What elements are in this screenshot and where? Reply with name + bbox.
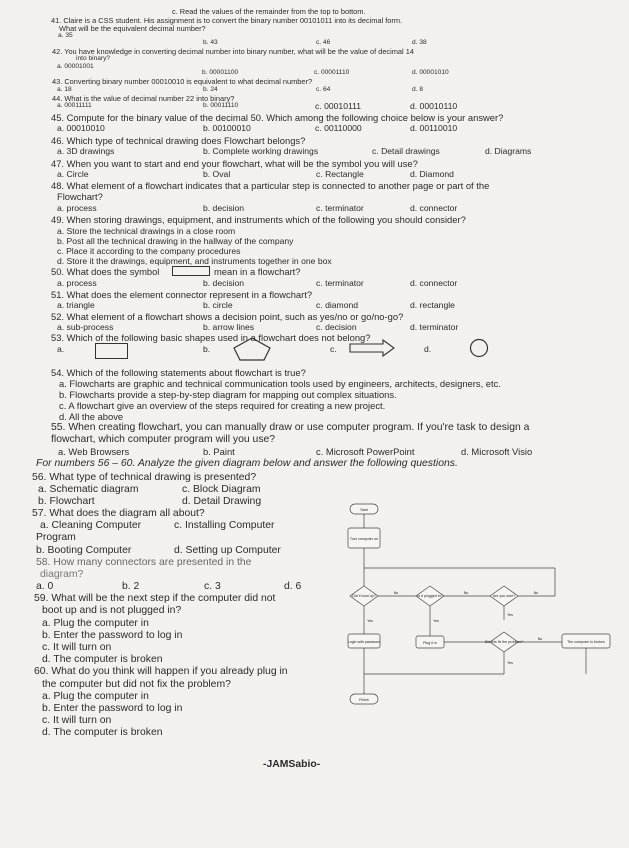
q44-option-d: d. 00010110 bbox=[410, 101, 458, 111]
q60-option-a: a. Plug the computer in bbox=[42, 691, 149, 702]
q54-option-d: d. All the above bbox=[59, 411, 124, 422]
q45-option-d: d. 00110010 bbox=[410, 123, 458, 133]
q58-option-c: c. 3 bbox=[204, 581, 221, 592]
flow-broken-label: The computer is broken bbox=[567, 640, 605, 644]
q42-question-cont: into binary? bbox=[76, 55, 111, 62]
q48-question-cont: Flowchart? bbox=[57, 191, 103, 202]
q51-question: 51. What does the element connector represent in a flowchart? bbox=[51, 289, 313, 300]
q59-option-b: b. Enter the password to log in bbox=[42, 630, 183, 641]
flow-yes-label-3: Yes bbox=[507, 613, 513, 617]
flow-login-label: Login with password bbox=[347, 640, 381, 644]
q57-question: 57. What does the diagram all about? bbox=[32, 508, 205, 519]
q44-question: 44. What is the value of decimal number 22 into binary? bbox=[52, 94, 235, 103]
q53-option-b: b. bbox=[203, 344, 211, 354]
q55-question-cont: flowchart, which computer program will you use? bbox=[51, 434, 276, 445]
q55-option-d: d. Microsoft Visio bbox=[461, 446, 533, 457]
q42-option-b: b. 00001100 bbox=[202, 69, 239, 76]
q44-option-a: a. 00011111 bbox=[57, 102, 92, 109]
circle-shape-icon bbox=[469, 338, 489, 358]
q52-option-c: c. decision bbox=[316, 322, 357, 332]
q49-option-c: c. Place it according to the company procedures bbox=[57, 246, 241, 256]
q49-option-b: b. Post all the technical drawing in the hallway of the company bbox=[57, 236, 294, 246]
flow-no-label-3: No bbox=[533, 591, 539, 595]
flow-plug-in-label: Plug it in bbox=[423, 641, 437, 645]
q46-option-b: b. Complete working drawings bbox=[203, 146, 319, 156]
q56-question: 56. What type of technical drawing is presented? bbox=[32, 472, 257, 483]
q46-question: 46. Which type of technical drawing does Flowchart belongs? bbox=[51, 135, 306, 146]
q50-option-c: c. terminator bbox=[316, 278, 364, 288]
q53-question: 53. Which of the following basic shapes used in a flowchart does not belong? bbox=[51, 332, 371, 343]
q57-option-a: a. Cleaning Computer bbox=[40, 520, 142, 531]
flow-no-label-1: No bbox=[393, 591, 399, 595]
q56-option-c: c. Block Diagram bbox=[182, 484, 261, 495]
q40-option-c: c. Read the values of the remainder from the top to bottom. bbox=[172, 7, 366, 16]
q48-option-a: a. process bbox=[57, 203, 97, 213]
author-footer: -JAMSabio- bbox=[263, 759, 321, 770]
q46-option-d: d. Diagrams bbox=[485, 146, 532, 156]
q45-option-b: b. 00100010 bbox=[203, 123, 251, 133]
q53-option-a: a. bbox=[57, 344, 65, 354]
q59-option-a: a. Plug the computer in bbox=[42, 618, 149, 629]
q46-option-a: a. 3D drawings bbox=[57, 146, 115, 156]
flow-start-label: Start bbox=[360, 508, 368, 512]
q51-option-a: a. triangle bbox=[57, 300, 95, 310]
q50-option-a: a. process bbox=[57, 278, 97, 288]
flow-yes-label-2: Yes bbox=[433, 619, 439, 623]
q54-option-a: a. Flowcharts are graphic and technical communication tools used by engineers, architects, designers, etc. bbox=[59, 378, 501, 389]
flow-no-label-2: No bbox=[463, 591, 469, 595]
q43-option-b: b. 24 bbox=[203, 86, 218, 93]
q41-question: 41. Claire is a CSS student. His assignment is to convert the binary number 00101011 into its decimal form. bbox=[51, 16, 403, 25]
q41-question-cont: What will be the equivalent decimal number? bbox=[59, 24, 206, 33]
q42-option-c: c. 00001110 bbox=[314, 69, 350, 76]
q51-option-c: c. diamond bbox=[316, 300, 359, 310]
q47-option-c: c. Rectangle bbox=[316, 169, 364, 179]
q54-question: 54. Which of the following statements about flowchart is true? bbox=[51, 367, 306, 378]
q48-option-d: d. connector bbox=[410, 203, 458, 213]
q49-option-d: d. Store it the drawings, equipment, and instruments together in one box bbox=[57, 256, 332, 266]
q57-option-b: b. Booting Computer bbox=[36, 545, 132, 556]
q50-question-part2: mean in a flowchart? bbox=[214, 266, 301, 277]
process-rectangle-symbol bbox=[172, 266, 210, 276]
q58-option-a: a. 0 bbox=[36, 581, 54, 592]
q60-question-cont: the computer but did not fix the problem? bbox=[42, 679, 231, 690]
q57-option-c: c. Installing Computer bbox=[174, 520, 275, 531]
q54-option-b: b. Flowcharts provide a step-by-step diagram for mapping out complex situations. bbox=[59, 389, 397, 400]
q48-option-b: b. decision bbox=[203, 203, 245, 213]
q60-option-c: c. It will turn on bbox=[42, 715, 112, 726]
rectangle-shape-icon bbox=[95, 343, 128, 359]
q55-option-c: c. Microsoft PowerPoint bbox=[316, 446, 415, 457]
q50-question-part1: 50. What does the symbol bbox=[51, 266, 160, 277]
q44-option-c: c. 00010111 bbox=[315, 101, 362, 111]
q45-question: 45. Compute for the binary value of the decimal 50. Which among the following choice below is your answer? bbox=[51, 112, 504, 123]
q52-question: 52. What element of a flowchart shows a decision point, such as yes/no or go/no-go? bbox=[51, 311, 404, 322]
q59-question: 59. What will be the next step if the computer did not bbox=[34, 593, 276, 604]
q55-option-b: b. Paint bbox=[203, 446, 235, 457]
arrow-shape-icon bbox=[349, 339, 395, 357]
q51-option-d: d. rectangle bbox=[410, 300, 455, 310]
flow-did-boot-label: Did it boot up? bbox=[352, 594, 376, 598]
q45-option-c: c. 00110000 bbox=[315, 123, 362, 133]
q53-option-c: c. bbox=[330, 344, 337, 354]
q52-option-a: a. sub-process bbox=[57, 322, 114, 332]
q47-question: 47. When you want to start and end your flowchart, what will be the symbol you will use? bbox=[51, 158, 418, 169]
q41-option-a: a. 35 bbox=[58, 32, 73, 39]
flow-finish-label: Finish bbox=[359, 698, 369, 702]
q44-option-b: b. 00011110 bbox=[203, 102, 239, 109]
q55-option-a: a. Web Browsers bbox=[58, 446, 130, 457]
flow-fixed-label: Did this fix the problem? bbox=[484, 640, 524, 644]
q42-option-d: d. 00001010 bbox=[412, 69, 449, 76]
q45-option-a: a. 00010010 bbox=[57, 123, 105, 133]
q41-option-b: b. 43 bbox=[203, 39, 218, 46]
instruction-56-60: For numbers 56 – 60. Analyze the given diagram below and answer the following questions. bbox=[36, 458, 458, 469]
q60-question: 60. What do you think will happen if you already plug in bbox=[34, 666, 288, 677]
q42-option-a: a. 00001001 bbox=[57, 63, 94, 70]
q47-option-b: b. Oval bbox=[203, 169, 231, 179]
q57-option-a-cont: Program bbox=[36, 532, 76, 543]
q57-option-d: d. Setting up Computer bbox=[174, 545, 281, 556]
q56-option-d: d. Detail Drawing bbox=[182, 496, 262, 507]
q59-question-cont: boot up and is not plugged in? bbox=[42, 605, 182, 616]
pentagon-shape-icon bbox=[233, 337, 271, 361]
flow-yes-label-4: Yes bbox=[507, 661, 513, 665]
q59-option-d: d. The computer is broken bbox=[42, 654, 163, 665]
q56-option-a: a. Schematic diagram bbox=[38, 484, 139, 495]
q58-option-b: b. 2 bbox=[122, 581, 140, 592]
q59-option-c: c. It will turn on bbox=[42, 642, 112, 653]
q42-question: 42. You have knowledge in converting decimal number into binary number, what will be the value of decimal 14 bbox=[52, 47, 414, 56]
q50-option-d: d. connector bbox=[410, 278, 458, 288]
q52-option-b: b. arrow lines bbox=[203, 322, 255, 332]
q43-option-a: a. 18 bbox=[57, 86, 72, 93]
q47-option-a: a. Circle bbox=[57, 169, 89, 179]
flow-sure-label: Are you sure? bbox=[492, 594, 516, 598]
q46-option-c: c. Detail drawings bbox=[372, 146, 440, 156]
q48-question: 48. What element of a flowchart indicates that a particular step is connected to another page or part of the bbox=[51, 180, 490, 191]
q58-question: 58. How many connectors are presented in the bbox=[36, 557, 252, 568]
q56-option-b: b. Flowchart bbox=[38, 496, 95, 507]
q49-question: 49. When storing drawings, equipment, and instruments which of the following you should consider? bbox=[51, 214, 466, 225]
flowchart-diagram bbox=[330, 498, 620, 738]
q60-option-b: b. Enter the password to log in bbox=[42, 703, 183, 714]
q48-option-c: c. terminator bbox=[316, 203, 364, 213]
q50-option-b: b. decision bbox=[203, 278, 245, 288]
q55-question: 55. When creating flowchart, you can manually draw or use computer program. If you're task to design a bbox=[51, 422, 530, 433]
q43-option-d: d. 8 bbox=[412, 86, 423, 93]
q47-option-d: d. Diamond bbox=[410, 169, 454, 179]
q41-option-d: d. 38 bbox=[412, 39, 427, 46]
q43-question: 43. Converting binary number 00010010 is equivalent to what decimal number? bbox=[52, 77, 313, 86]
q58-option-d: d. 6 bbox=[284, 581, 302, 592]
q41-option-c: c. 46 bbox=[316, 39, 331, 46]
q58-question-cont: diagram? bbox=[40, 569, 84, 580]
q53-option-d: d. bbox=[424, 344, 432, 354]
flow-yes-label-1: Yes bbox=[367, 619, 373, 623]
flow-plugged-label: Is it plugged in? bbox=[417, 594, 443, 598]
q60-option-d: d. The computer is broken bbox=[42, 727, 163, 738]
q52-option-d: d. terminator bbox=[410, 322, 459, 332]
flow-turn-on-label: Turn computer on bbox=[349, 537, 379, 541]
q43-option-c: c. 64 bbox=[316, 86, 331, 93]
flow-no-label-4: No bbox=[537, 637, 543, 641]
q49-option-a: a. Store the technical drawings in a close room bbox=[57, 226, 236, 236]
q51-option-b: b. circle bbox=[203, 300, 233, 310]
q54-option-c: c. A flowchart give an overview of the steps required for creating a new project. bbox=[59, 400, 386, 411]
